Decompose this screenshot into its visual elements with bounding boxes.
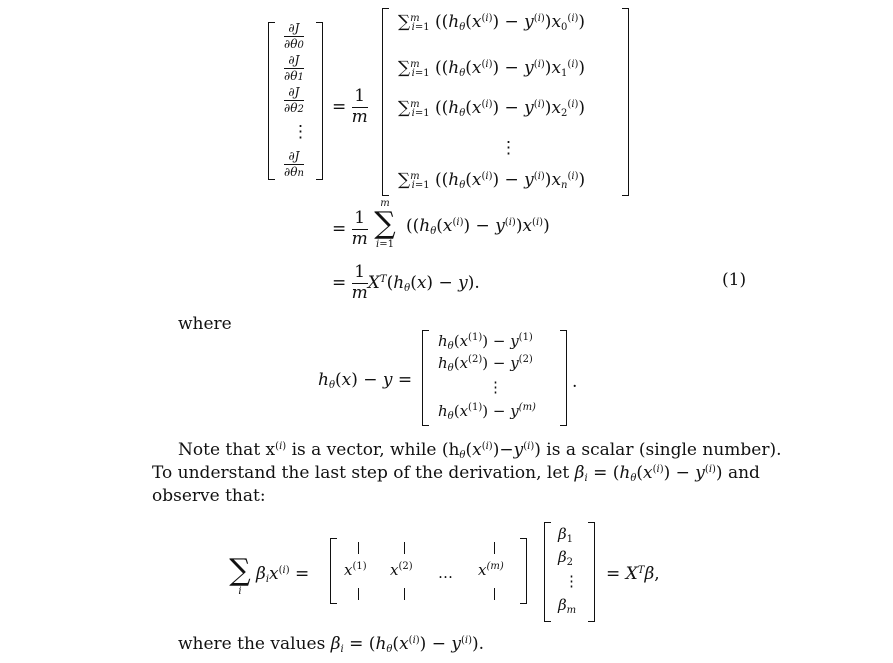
rhs-row-1: ∑$^m$i=1 $((h\theta(x^{(i)}) - y^{(i)})x1^{(i)})$ [398, 58, 586, 79]
where-values-line: where the values $\beta i = (h\theta(x^{(i)}) - y^{(i)})$. [178, 634, 485, 655]
frac-denominator: m [351, 106, 368, 127]
xmat-col-2: $x^{(2)}$ [390, 561, 413, 579]
beta-row-m: $\beta_m$ [558, 596, 577, 616]
beta-row-dots: ⋮ [564, 572, 579, 590]
note-line-1: Note that $x^{(i)}$ is a vector, while $(h\theta(x^{(i)})-y^{(i)})$ is a scalar (single number). [178, 440, 782, 461]
note-line-2: To understand the last step of the derivation, let $\beta i = (h\theta(x^{(i)}) - y^{(i)})$ and [152, 463, 760, 484]
beta-row-2: $\beta_2$ [558, 548, 574, 568]
rhs-row-1-index: 1 [561, 68, 568, 79]
xmat-left-bracket [330, 538, 337, 604]
equation-number: (1) [722, 270, 747, 290]
xmat-colm-bottom-bar [494, 588, 495, 600]
xmat-col2-bottom-bar [404, 588, 405, 600]
rhs-row-n: ∑$^m$i=1 $((h\theta(x^{(i)}) - y^{(i)})xn^{(i)})$ [398, 170, 586, 191]
hvec-label: hθ(x) − y = [318, 370, 413, 391]
sum-lower-limit: i=1 [376, 239, 394, 250]
hvec-period: . [572, 372, 578, 392]
beta-right-bracket [588, 522, 595, 622]
xmat-col1-bottom-bar [358, 588, 359, 600]
sum-symbol: m ∑ i=1 [370, 198, 400, 250]
rhs-row-2: ∑$^m$i=1 $((h\theta(x^{(i)}) - y^{(i)})x2^{(i)})$ [398, 98, 586, 119]
xmat-col-m: $x^{(m)}$ [478, 561, 504, 579]
frac-numerator: 1 [352, 88, 368, 108]
rhs-row-0-index: 0 [561, 22, 568, 33]
where-label-1: where [178, 314, 232, 334]
beta-row-1: $\beta_1$ [558, 525, 574, 545]
lhs-entry-n: $\frac{\partial J}{\partial\theta n}$ [284, 149, 304, 179]
rhs-row-n-index: n [561, 180, 568, 191]
xmat-right-bracket [520, 538, 527, 604]
xmat-col1-top-bar [358, 542, 359, 554]
hvec-left-bracket [422, 330, 429, 426]
lhs-entry-2: $\frac{\partial J}{\partial\theta 2}$ [284, 85, 304, 115]
lhs-right-bracket [316, 22, 323, 180]
hvec-right-bracket [560, 330, 567, 426]
beta-left-bracket [544, 522, 551, 622]
hvec-row-dots: ⋮ [488, 378, 503, 396]
rhs-row-0: ∑$^m$i=1 $((h\theta(x^{(i)}) - y^{(i)})x0^{(i)})$ [398, 12, 586, 33]
lhs-entry-1: $\frac{\partial J}{\partial\theta 1}$ [284, 53, 304, 83]
rhs-row-dots: ⋮ [500, 138, 517, 158]
xmat-col2-top-bar [404, 542, 405, 554]
equation-line-3: = $\frac{1}{m}$ $X^T(h\theta(x) - y)$. [332, 262, 480, 303]
xmat-ellipsis: … [438, 564, 453, 582]
equation-line-2: = $\frac{1}{m}$ [332, 208, 368, 249]
hvec-row-2: $h_\theta(x^{(2)}) - y^{(2)}$ [438, 354, 533, 374]
observe-line: observe that: [152, 486, 266, 506]
final-result: = $X^T\beta$, [606, 564, 660, 584]
hvec-row-m: $h_\theta(x^{(1)}) - y^{(m)}$ [438, 402, 536, 422]
sum-upper-limit: m [380, 198, 390, 209]
rhs-left-bracket [382, 8, 389, 196]
final-sum-symbol: ∑ i [229, 553, 251, 597]
rhs-right-bracket [622, 8, 629, 196]
equation-line-2-body: $((h\theta(x^{(i)}) - y^{(i)})x^{(i)})$ [406, 216, 550, 237]
xmat-colm-top-bar [494, 542, 495, 554]
lhs-entry-dots: ⋮ [292, 122, 309, 142]
xmat-col-1: $x^{(1)}$ [344, 561, 367, 579]
rhs-row-2-index: 2 [561, 108, 568, 119]
equals-frac-1: = $\frac{1}{m}$ [332, 86, 368, 127]
lhs-entry-0: $\frac{\partial J}{\partial\theta 0}$ [284, 21, 304, 51]
lhs-left-bracket [268, 22, 275, 180]
hvec-row-1: $h_\theta(x^{(1)}) - y^{(1)}$ [438, 332, 533, 352]
final-sum-body: βix$^{(i)}$ = [256, 564, 310, 585]
